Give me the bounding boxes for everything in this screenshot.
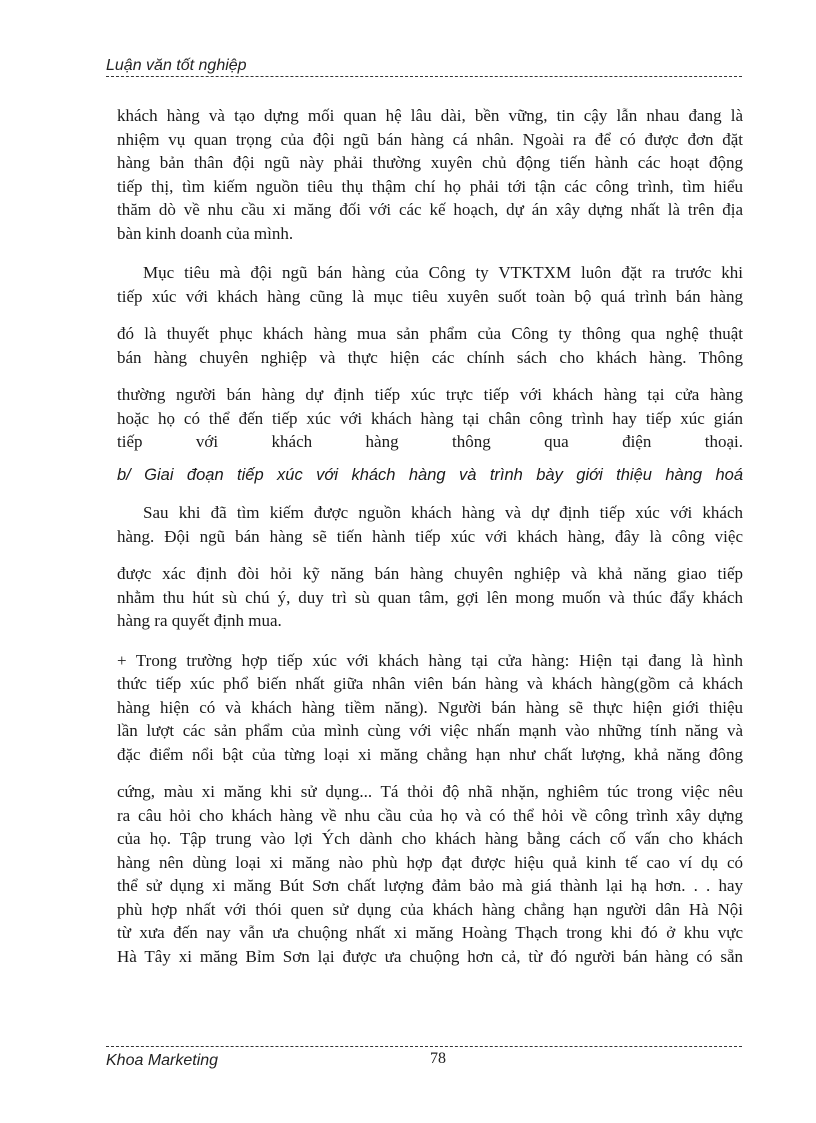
text-line: Hà Tây xi măng Bỉm Sơn lại được ưa chuộng hơn cả, từ đó người bán hàng có sẵn (117, 946, 743, 966)
text-line: thăm dò về nhu cầu xi măng đối với các kế hoạch, dự án xây dựng nhất là trên địa (117, 200, 743, 219)
section-subheading (117, 464, 743, 488)
header-title: Luận văn tốt nghiệp (106, 57, 247, 74)
text-line: nhiệm vụ quan trọng của đội ngũ bán hàng cá nhân. Ngoài ra để có được đơn đặt (117, 129, 743, 149)
text-line: bàn kinh doanh của mình. (117, 223, 294, 243)
text-line: hàng ra quyết định mua. (117, 611, 282, 630)
text-line: nhằm thu hút sù chú ý, duy trì sù quan tâm, gợi lên mong muốn và thúc đẩy khách (117, 587, 743, 607)
text-line: hàng. Đội ngũ bán hàng sẽ tiến hành tiếp xúc với khách hàng, đây là công việc (117, 526, 743, 546)
text-line: được xác định đòi hỏi kỹ năng bán hàng chuyên nghiệp và khả năng giao tiếp (117, 564, 743, 583)
paragraph (117, 383, 743, 454)
footer-department: Khoa Marketing (106, 1052, 219, 1069)
text-line: hàng hiện có và khách hàng tiềm năng). Người bán hàng sẽ thực hiện giới thiệu (117, 697, 743, 717)
subheading-text: b/ Giai đoạn tiếp xúc với khách hàng và trình bày giới thiệu hàng hoá (117, 465, 743, 484)
text-line: tiếp xúc với khách hàng cũng là mục tiêu xuyên suốt toàn bộ quá trình bán hàng (117, 286, 743, 306)
text-line: bán hàng chuyên nghiệp và thực hiện các chính sách cho khách hàng. Thông (117, 347, 743, 367)
text-line: + Trong trường hợp tiếp xúc với khách hàng tại cửa hàng: Hiện tại đang là hình (117, 650, 743, 670)
text-line: Sau khi đã tìm kiếm được nguồn khách hàng và dự định tiếp xúc với khách (143, 503, 743, 522)
text-line: thức tiếp xúc phổ biến nhất giữa nhân viên bán hàng và khách hàng(gồm cả khách (117, 674, 743, 693)
text-line: Mục tiêu mà đội ngũ bán hàng của Công ty VTKTXM luôn đặt ra trước khi (143, 263, 743, 282)
text-line: ra câu hỏi cho khách hàng về nhu cầu của họ và có thể hỏi về công trình xây dựng (117, 805, 743, 825)
text-line: của họ. Tập trung vào lợi Ých dành cho khách hàng bằng cách cố vấn cho khách (117, 829, 743, 848)
text-line: phù hợp nhất với thói quen sử dụng của khách hàng chẳng hạn người dân Hà Nội (117, 899, 743, 919)
text-line: cứng, màu xi măng khi sử dụng... Tá thỏi độ nhã nhặn, nghiêm túc trong việc nêu (117, 782, 743, 801)
text-line: tiếp với khách hàng thông qua điện thoại. (117, 432, 743, 451)
document-body (117, 104, 743, 968)
text-line: thể sử dụng xi măng Bút Sơn chất lượng đảm bảo mà giá thành lại hạ hơn. . . hay (117, 876, 743, 895)
text-line: hoặc họ có thể đến tiếp xúc với khách hàng tại chân công trình hay tiếp xúc gián (117, 408, 743, 428)
paragraph (117, 562, 743, 633)
paragraph (117, 322, 743, 369)
page-number: 78 (430, 1050, 446, 1067)
paragraph (117, 104, 743, 245)
paragraph (117, 501, 743, 548)
text-line: đó là thuyết phục khách hàng mua sản phẩm của Công ty thông qua nghệ thuật (117, 324, 743, 343)
text-line: hàng nên dùng loại xi măng nào phù hợp đạt được hiệu quả kinh tế cao ví dụ có (117, 852, 743, 872)
text-line: đặc điểm nổi bật của từng loại xi măng chẳng hạn như chất lượng, khả năng đông (117, 744, 743, 764)
text-line: lần lượt các sản phẩm của mình cùng với việc nhấn mạnh vào những tính năng và (117, 721, 743, 740)
text-line: khách hàng và tạo dựng mối quan hệ lâu dài, bền vững, tin cậy lẫn nhau đang là (117, 106, 743, 125)
text-line: từ xưa đến nay vẫn ưa chuộng nhất xi măng Hoàng Thạch trong khi đó ở khu vực (117, 923, 743, 942)
footer-rule (106, 1046, 742, 1048)
paragraph (117, 780, 743, 968)
text-line: thường người bán hàng dự định tiếp xúc trực tiếp với khách hàng tại cửa hàng (117, 385, 743, 404)
paragraph (117, 261, 743, 308)
text-line: hàng bản thân đội ngũ này phải thường xuyên chủ động tiến hành các hoạt động (117, 153, 743, 172)
text-line: tiếp thị, tìm kiếm nguồn tiêu thụ thậm chí họ phải tới tận các công trình, tìm hiểu (117, 176, 743, 196)
page-header (106, 54, 742, 77)
paragraph (117, 649, 743, 767)
